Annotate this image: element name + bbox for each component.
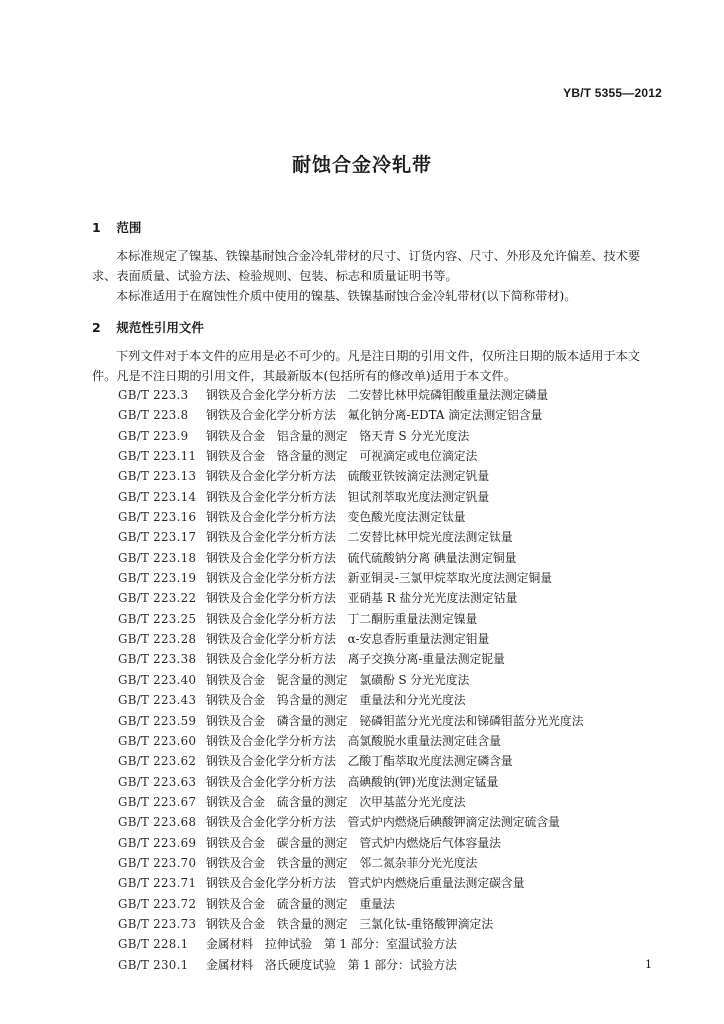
reference-item [118,833,678,853]
section-1-heading [92,218,141,236]
reference-title: 钢铁及合金 钨含量的测定 重量法和分光光度法 [206,693,466,708]
reference-title: 钢铁及合金化学分析方法 离子交换分离-重量法测定铌量 [206,652,505,667]
reference-title: 金属材料 拉伸试验 第 1 部分：室温试验方法 [206,937,457,952]
reference-code: GB/T 223.38 [118,652,197,667]
document-title: 耐蚀合金冷轧带 [291,154,432,176]
reference-item [118,812,678,832]
reference-code: GB/T 230.1 [118,957,189,972]
reference-code: GB/T 223.28 [118,632,197,647]
reference-item [118,507,678,527]
reference-code: GB/T 223.11 [118,449,197,464]
reference-item [118,649,678,669]
reference-title: 钢铁及合金 铁含量的测定 三氯化钛-重铬酸钾滴定法 [206,916,494,931]
reference-title: 钢铁及合金化学分析方法 亚硝基 R 盐分光光度法测定钴量 [206,591,518,606]
reference-item [118,385,678,405]
reference-code: GB/T 223.9 [118,428,189,443]
reference-list [118,385,678,975]
reference-code: GB/T 223.25 [118,611,197,626]
reference-code: GB/T 223.70 [118,855,197,870]
section-2-title: 规范性引用文件 [116,320,204,335]
reference-title: 钢铁及合金 铬含量的测定 可视滴定或电位滴定法 [206,449,478,464]
reference-title: 钢铁及合金化学分析方法 高氯酸脱水重量法测定硅含量 [206,733,501,748]
reference-title: 钢铁及合金化学分析方法 α-安息香肟重量法测定钼量 [206,632,490,647]
reference-code: GB/T 223.16 [118,510,197,525]
reference-title: 钢铁及合金化学分析方法 硫酸亚铁铵滴定法测定钒量 [206,469,490,484]
section-1-paragraph-2: 本标准适用于在腐蚀性介质中使用的镍基、铁镍基耐蚀合金冷轧带材(以下简称带材)。 [116,289,577,304]
reference-code: GB/T 223.62 [118,754,197,769]
reference-code: GB/T 223.63 [118,774,197,789]
reference-item [118,853,678,873]
reference-code: GB/T 223.69 [118,835,197,850]
reference-title: 钢铁及合金 硫含量的测定 重量法 [206,896,395,911]
reference-code: GB/T 223.68 [118,815,197,830]
reference-code: GB/T 223.73 [118,916,197,931]
reference-code: GB/T 223.13 [118,469,197,484]
reference-item [118,914,678,934]
reference-title: 钢铁及合金 硫含量的测定 次甲基蓝分光光度法 [206,794,466,809]
section-2-heading [92,318,204,336]
reference-item [118,466,678,486]
reference-title: 钢铁及合金化学分析方法 钽试剂萃取光度法测定钒量 [206,489,490,504]
reference-title: 钢铁及合金 铝含量的测定 铬天青 S 分光光度法 [206,428,470,443]
reference-item [118,548,678,568]
reference-item [118,934,678,954]
reference-item [118,670,678,690]
reference-title: 钢铁及合金化学分析方法 二安替比林甲烷光度法测定钛量 [206,530,513,545]
reference-code: GB/T 223.18 [118,550,197,565]
reference-title: 钢铁及合金化学分析方法 乙酸丁酯萃取光度法测定磷含量 [206,754,513,769]
reference-title: 钢铁及合金化学分析方法 硫代硫酸钠分离 碘量法测定铜量 [206,550,517,565]
reference-title: 钢铁及合金化学分析方法 管式炉内燃烧后碘酸钾滴定法测定硫含量 [206,815,560,830]
reference-code: GB/T 223.43 [118,693,197,708]
reference-item [118,690,678,710]
reference-item [118,955,678,975]
reference-item [118,629,678,649]
reference-item [118,446,678,466]
reference-title: 钢铁及合金化学分析方法 管式炉内燃烧后重量法测定碳含量 [206,876,525,891]
reference-code: GB/T 223.72 [118,896,197,911]
reference-item [118,873,678,893]
reference-item [118,751,678,771]
reference-item [118,894,678,914]
standard-code: YB/T 5355—2012 [563,86,662,100]
reference-code: GB/T 223.67 [118,794,197,809]
reference-code: GB/T 228.1 [118,937,189,952]
reference-item [118,588,678,608]
reference-title: 钢铁及合金化学分析方法 氟化钠分离-EDTA 滴定法测定铝含量 [206,408,543,423]
reference-title: 金属材料 洛氏硬度试验 第 1 部分：试验方法 [206,957,457,972]
reference-title: 钢铁及合金化学分析方法 高碘酸钠(钾)光度法测定锰量 [206,774,499,789]
reference-code: GB/T 223.40 [118,672,197,687]
reference-item [118,568,678,588]
reference-title: 钢铁及合金化学分析方法 新亚铜灵-三氯甲烷萃取光度法测定铜量 [206,571,553,586]
reference-title: 钢铁及合金化学分析方法 变色酸光度法测定钛量 [206,510,466,525]
reference-title: 钢铁及合金化学分析方法 丁二酮肟重量法测定镍量 [206,611,478,626]
reference-item [118,527,678,547]
reference-code: GB/T 223.3 [118,388,189,402]
reference-code: GB/T 223.59 [118,713,197,728]
reference-item [118,487,678,507]
reference-title: 钢铁及合金 铌含量的测定 氯磺酚 S 分光光度法 [206,672,470,687]
reference-title: 钢铁及合金 磷含量的测定 铋磷钼蓝分光光度法和锑磷钼蓝分光光度法 [206,713,584,728]
reference-item [118,792,678,812]
reference-title: 钢铁及合金 铁含量的测定 邻二氮杂菲分光光度法 [206,855,478,870]
reference-item [118,731,678,751]
reference-code: GB/T 223.14 [118,489,197,504]
reference-item [118,426,678,446]
reference-code: GB/T 223.17 [118,530,197,545]
reference-item [118,711,678,731]
reference-title: 钢铁及合金化学分析方法 二安替比林甲烷磷钼酸重量法测定磷量 [206,388,549,402]
section-1-title: 范围 [116,220,142,235]
reference-code: GB/T 223.22 [118,591,197,606]
reference-title: 钢铁及合金 碳含量的测定 管式炉内燃烧后气体容量法 [206,835,501,850]
section-2-number: 2 [92,320,101,335]
section-2-intro: 下列文件对于本文件的应用是必不可少的。凡是注日期的引用文件，仅所注日期的版本适用于本文件。凡是不注日期的引用文件，其最新版本(包括所有的修改单)适用于本文件。 [92,349,641,384]
reference-code: GB/T 223.19 [118,571,197,586]
page-number: 1 [645,958,652,971]
reference-code: GB/T 223.8 [118,408,189,423]
reference-item [118,405,678,425]
reference-item [118,772,678,792]
reference-code: GB/T 223.71 [118,876,197,891]
reference-code: GB/T 223.60 [118,733,197,748]
section-1-paragraph-1: 本标准规定了镍基、铁镍基耐蚀合金冷轧带材的尺寸、订货内容、尺寸、外形及允许偏差、技术要求、表面质量、试验方法、检验规则、包装、标志和质量证明书等。 [92,249,641,284]
section-1-number: 1 [92,220,101,235]
reference-item [118,609,678,629]
